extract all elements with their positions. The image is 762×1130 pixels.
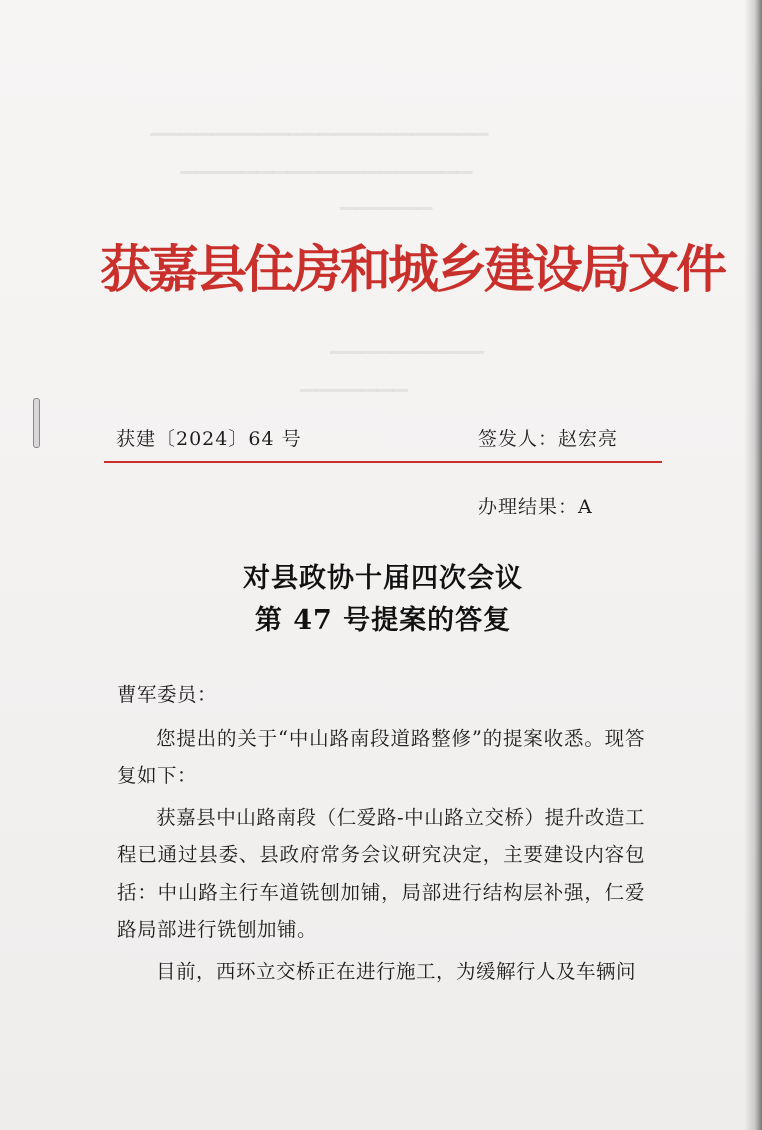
show-through-shadow: ▁▁▁▁▁▁ bbox=[340, 186, 433, 210]
red-separator-line bbox=[104, 461, 662, 463]
letterhead-title: 获嘉县住房和城乡建设局文件 bbox=[100, 240, 725, 300]
document-number: 获建〔2024〕64 号 bbox=[116, 428, 302, 450]
show-through-shadow: ▁▁▁▁▁▁▁▁▁▁▁▁▁▁▁▁▁▁▁ bbox=[180, 150, 473, 174]
document-title-line-2: 第 47 号提案的答复 bbox=[254, 605, 512, 636]
show-through-shadow: ▁▁▁▁▁▁▁▁▁▁ bbox=[330, 330, 484, 354]
show-through-shadow: ▁▁▁▁▁▁▁ bbox=[300, 368, 408, 392]
issuer: 签发人：赵宏亮 bbox=[478, 428, 619, 450]
body-paragraph-3: 目前，西环立交桥正在进行施工，为缓解行人及车辆问 bbox=[156, 959, 637, 983]
document-body bbox=[117, 676, 645, 990]
processing-result: 办理结果：A bbox=[478, 496, 593, 518]
show-through-shadow: ▁▁▁▁▁▁▁▁▁▁▁▁▁▁▁▁▁▁▁▁▁▁ bbox=[150, 112, 489, 136]
page-edge-shadow bbox=[744, 0, 762, 1130]
body-paragraph-2: 获嘉县中山路南段（仁爱路-中山路立交桥）提升改造工程已通过县委、县政府常务会议研究决定，主要建设内容包括：中山路主行车道铣刨加铺，局部进行结构层补强，仁爱路局部进行铣刨加铺。 bbox=[117, 805, 645, 941]
salutation: 曹军委员： bbox=[117, 683, 218, 706]
document-title-line-1: 对县政协十届四次会议 bbox=[243, 563, 523, 594]
staple-mark bbox=[33, 398, 40, 448]
body-paragraph-1: 您提出的关于“中山路南段道路整修”的提案收悉。现答复如下： bbox=[117, 726, 645, 787]
